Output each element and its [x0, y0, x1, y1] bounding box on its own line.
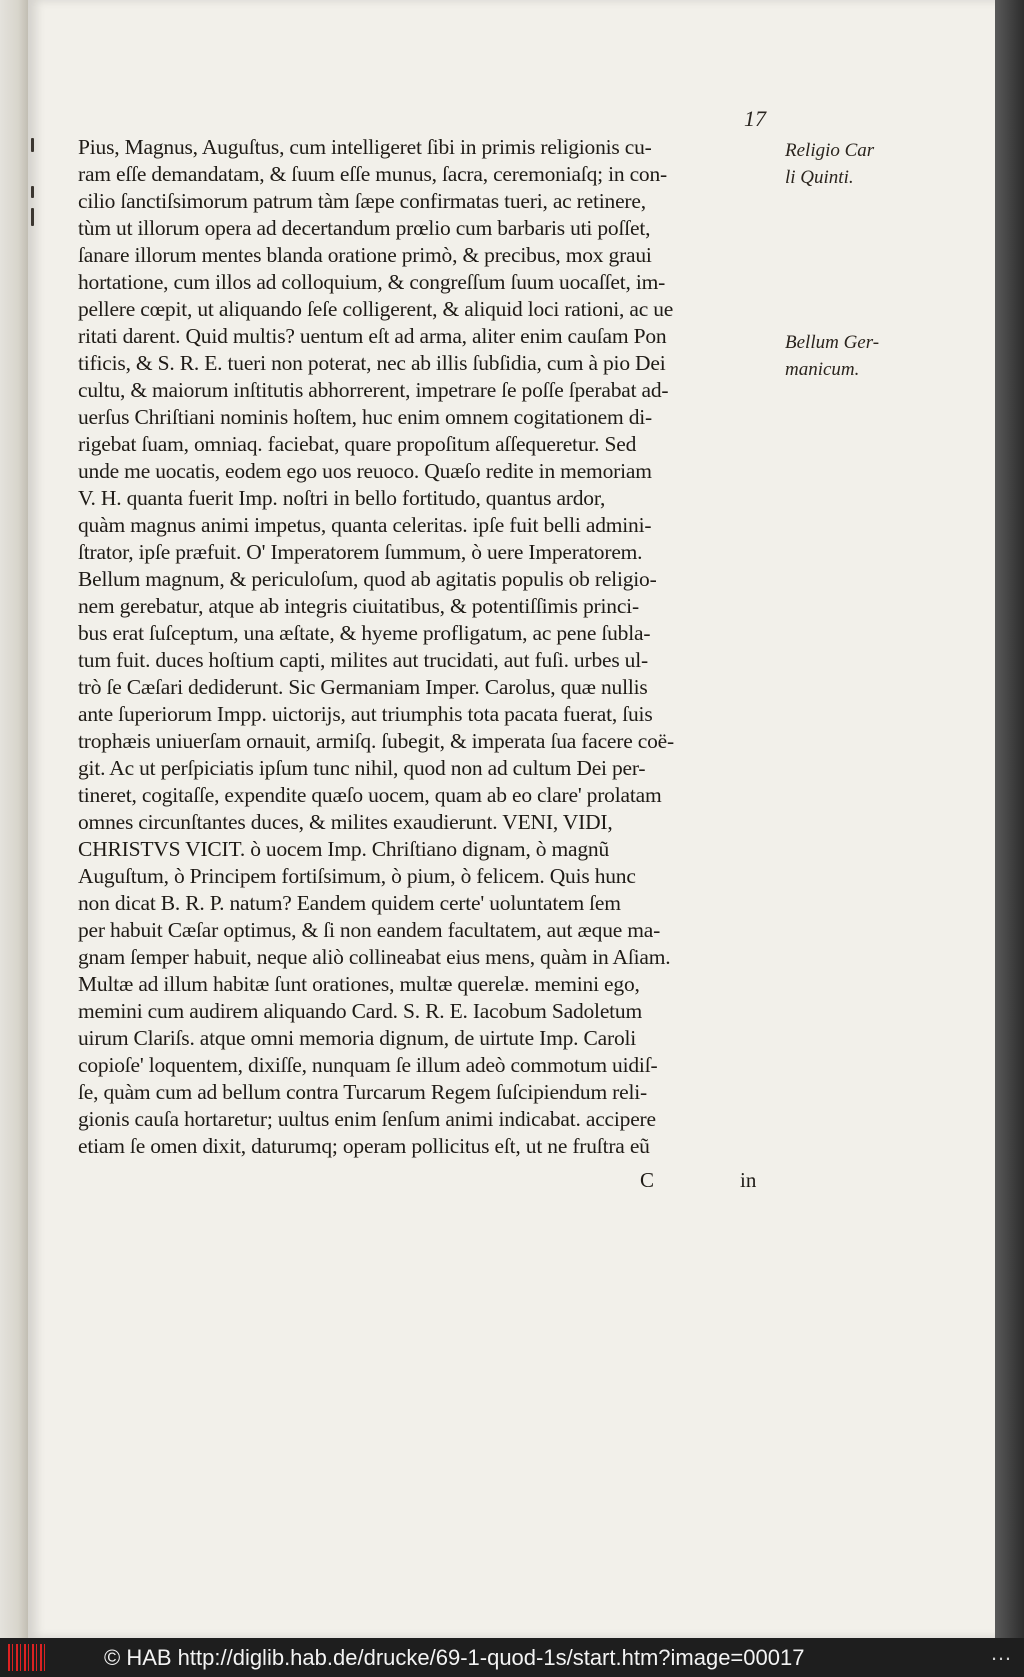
ellipsis-icon[interactable]: … — [990, 1640, 1012, 1665]
margin-note-line: Religio Car — [785, 140, 875, 161]
text-line: tificis, & S. R. E. tueri non poterat, nec ab illis ſubſidia, cum à pio Dei — [78, 351, 666, 375]
ink-mark — [31, 138, 34, 152]
text-line: unde me uocatis, eodem ego uos reuoco. Quæſo redite in memoriam — [78, 459, 652, 483]
text-line: pellere cœpit, ut aliquando ſeſe colligerent, & aliquid loci rationi, ac ue — [78, 297, 674, 321]
text-line: quàm magnus animi impetus, quanta celeritas. ipſe fuit belli admini- — [78, 513, 652, 537]
text-line: bus erat ſuſceptum, una æſtate, & hyeme profligatum, ac pene ſubla- — [78, 621, 651, 645]
text-line: cilio ſanctiſsimorum patrum tàm ſæpe confirmatas tueri, ac retinere, — [78, 189, 646, 213]
ink-mark — [31, 208, 34, 226]
catchword: in — [740, 1168, 757, 1192]
text-line: ritati darent. Quid multis? uentum eſt ad arma, aliter enim cauſam Pon — [78, 324, 667, 348]
text-line: V. H. quanta fuerit Imp. noſtri in bello fortitudo, quantus ardor, — [78, 486, 606, 510]
text-line: rigebat ſuam, omniaq. faciebat, quare propoſitum aſſequeretur. Sed — [78, 432, 637, 456]
margin-note-line: Bellum Ger- — [785, 332, 880, 353]
page-shadow — [995, 0, 1024, 1638]
footer-bar — [0, 1638, 1024, 1677]
text-line: Pius, Magnus, Auguſtus, cum intelligeret ſibi in primis religionis cu- — [78, 135, 652, 159]
ink-mark — [31, 186, 34, 198]
text-line: CHRISTVS VICIT. ò uocem Imp. Chriſtiano dignam, ò magnũ — [78, 837, 610, 861]
text-line: trò ſe Cæſari dediderunt. Sic Germaniam Imper. Carolus, quæ nullis — [78, 675, 648, 699]
hab-logo-icon — [8, 1644, 48, 1671]
text-line: ante ſuperiorum Impp. uictorijs, aut triumphis tota pacata fuerat, ſuis — [78, 702, 653, 726]
text-line: trophæis uniuerſam ornauit, armiſq. ſubegit, & imperata ſua facere coë- — [78, 729, 674, 753]
text-line: Multæ ad illum habitæ ſunt orationes, multæ querelæ. memini ego, — [78, 972, 640, 996]
facing-page-edge — [0, 0, 30, 1638]
margin-note-line: manicum. — [785, 359, 860, 380]
text-line: Auguſtum, ò Principem fortiſsimum, ò pium, ò felicem. Quis hunc — [78, 864, 636, 888]
body-text — [78, 134, 780, 1160]
margin-note-religio — [785, 137, 895, 191]
margin-note-bellum — [785, 329, 895, 383]
text-line: tineret, cogitaſſe, expendite quæſo uocem, quam ab eo clare' prolatam — [78, 783, 662, 807]
text-line: uirum Clariſs. atque omni memoria dignum, de uirtute Imp. Caroli — [78, 1026, 637, 1050]
text-line: gionis cauſa hortaretur; uultus enim ſenſum animi indicabat. accipere — [78, 1107, 656, 1131]
signature-mark: C — [640, 1168, 655, 1192]
text-line: gnam ſemper habuit, neque aliò collineabat eius mens, quàm in Aſiam. — [78, 945, 671, 969]
text-line: etiam ſe omen dixit, daturumq; operam pollicitus eſt, ut ne fruſtra eũ — [78, 1134, 650, 1158]
text-line: hortatione, cum illos ad colloquium, & congreſſum ſuum uocaſſet, im- — [78, 270, 666, 294]
text-line: ſtrator, ipſe præfuit. O' Imperatorem ſummum, ò uere Imperatorem. — [78, 540, 643, 564]
text-line: copioſe' loquentem, dixiſſe, nunquam ſe illum adeò commotum uidiſ- — [78, 1053, 658, 1077]
text-line: nem gerebatur, atque ab integris ciuitatibus, & potentiſſimis princi- — [78, 594, 639, 618]
text-line: tùm ut illorum opera ad decertandum prœlio cum barbaris uti poſſet, — [78, 216, 651, 240]
text-line: omnes circunſtantes duces, & milites exaudierunt. VENI, VIDI, — [78, 810, 613, 834]
text-line: git. Ac ut perſpiciatis ipſum tunc nihil, quod non ad cultum Dei per- — [78, 756, 646, 780]
page-number: 17 — [744, 106, 766, 131]
text-line: per habuit Cæſar optimus, & ſi non eandem facultatem, aut æque ma- — [78, 918, 661, 942]
text-line: Bellum magnum, & periculoſum, quod ab agitatis populis ob religio- — [78, 567, 657, 591]
text-line: ſe, quàm cum ad bellum contra Turcarum Regem ſuſcipiendum reli- — [78, 1080, 647, 1104]
copyright-url[interactable]: © HAB http://diglib.hab.de/drucke/69-1-quod-1s/start.htm?image=00017 — [104, 1645, 805, 1670]
text-line: cultu, & maiorum inſtitutis abhorrerent, impetrare ſe poſſe ſperabat ad- — [78, 378, 669, 402]
text-line: non dicat B. R. P. natum? Eandem quidem certe' uoluntatem ſem — [78, 891, 621, 915]
margin-note-line: li Quinti. — [785, 167, 854, 188]
text-line: ram eſſe demandatam, & ſuum eſſe munus, ſacra, ceremoniaſq; in con- — [78, 162, 667, 186]
text-line: uerſus Chriſtiani nominis hoſtem, huc enim omnem cogitationem di- — [78, 405, 652, 429]
text-line: memini cum audirem aliquando Card. S. R. E. Iacobum Sadoletum — [78, 999, 643, 1023]
text-line: ſanare illorum mentes blanda oratione primò, & precibus, mox graui — [78, 243, 652, 267]
text-line: tum fuit. duces hoſtium capti, milites aut trucidati, aut fuſi. urbes ul- — [78, 648, 648, 672]
